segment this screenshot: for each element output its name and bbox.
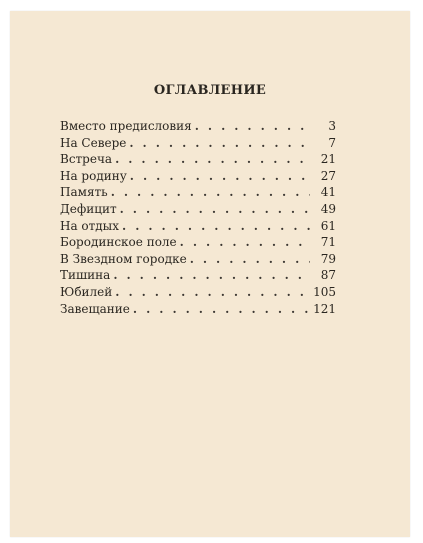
dot-leader bbox=[115, 284, 309, 301]
toc-entry-title: Юбилей bbox=[60, 284, 113, 299]
dot-leader bbox=[120, 201, 310, 218]
toc-entry-page-number: 121 bbox=[313, 301, 336, 316]
toc-entry bbox=[60, 267, 336, 284]
page-title: ОГЛАВЛЕНИЕ bbox=[153, 83, 267, 98]
dot-leader bbox=[190, 251, 310, 268]
dot-leader bbox=[113, 267, 310, 284]
toc-entry bbox=[60, 135, 336, 152]
toc-entry bbox=[60, 234, 336, 251]
toc-entry-title: Завещание bbox=[60, 301, 130, 316]
dot-leader bbox=[122, 218, 310, 235]
toc-entry bbox=[60, 218, 336, 235]
toc-entry-page-number: 105 bbox=[313, 284, 336, 299]
toc-entry-page-number: 27 bbox=[320, 168, 336, 183]
toc-entry-page-number: 71 bbox=[320, 235, 336, 250]
toc-entry-title: На родину bbox=[60, 168, 127, 183]
dot-leader bbox=[111, 184, 310, 201]
toc-entry bbox=[60, 184, 336, 201]
toc-entry-title: В Звездном городке bbox=[60, 251, 187, 266]
table-of-contents bbox=[60, 118, 336, 317]
dot-leader bbox=[115, 151, 310, 168]
toc-entry-page-number: 79 bbox=[320, 251, 336, 266]
toc-entry-title: Встреча bbox=[60, 152, 113, 167]
toc-entry bbox=[60, 284, 336, 301]
dot-leader bbox=[180, 234, 310, 251]
toc-entry-page-number: 61 bbox=[320, 218, 336, 233]
dot-leader bbox=[133, 301, 309, 318]
toc-entry-title: На Севере bbox=[60, 135, 127, 150]
toc-entry-page-number: 49 bbox=[320, 201, 336, 216]
toc-entry bbox=[60, 168, 336, 185]
toc-entry-page-number: 21 bbox=[320, 152, 336, 167]
toc-entry bbox=[60, 301, 336, 318]
dot-leader bbox=[129, 135, 310, 152]
toc-entry-page-number: 87 bbox=[320, 268, 336, 283]
toc-entry-title: На отдых bbox=[60, 218, 120, 233]
toc-entry bbox=[60, 201, 336, 218]
toc-entry-title: Дефицит bbox=[60, 201, 117, 216]
toc-entry-title: Бородинское поле bbox=[60, 235, 177, 250]
toc-entry-page-number: 3 bbox=[328, 119, 336, 133]
toc-entry-page-number: 41 bbox=[320, 185, 336, 200]
toc-entry-title: Тишина bbox=[60, 268, 111, 283]
toc-entry bbox=[60, 151, 336, 168]
toc-entry-page-number: 7 bbox=[328, 135, 336, 150]
book-page bbox=[10, 11, 410, 537]
toc-entry-title: Вместо предисловия bbox=[60, 119, 192, 133]
toc-entry-title: Память bbox=[60, 185, 108, 200]
toc-entry bbox=[60, 118, 336, 135]
toc-entry bbox=[60, 251, 336, 268]
dot-leader bbox=[130, 168, 310, 185]
dot-leader bbox=[195, 118, 310, 135]
